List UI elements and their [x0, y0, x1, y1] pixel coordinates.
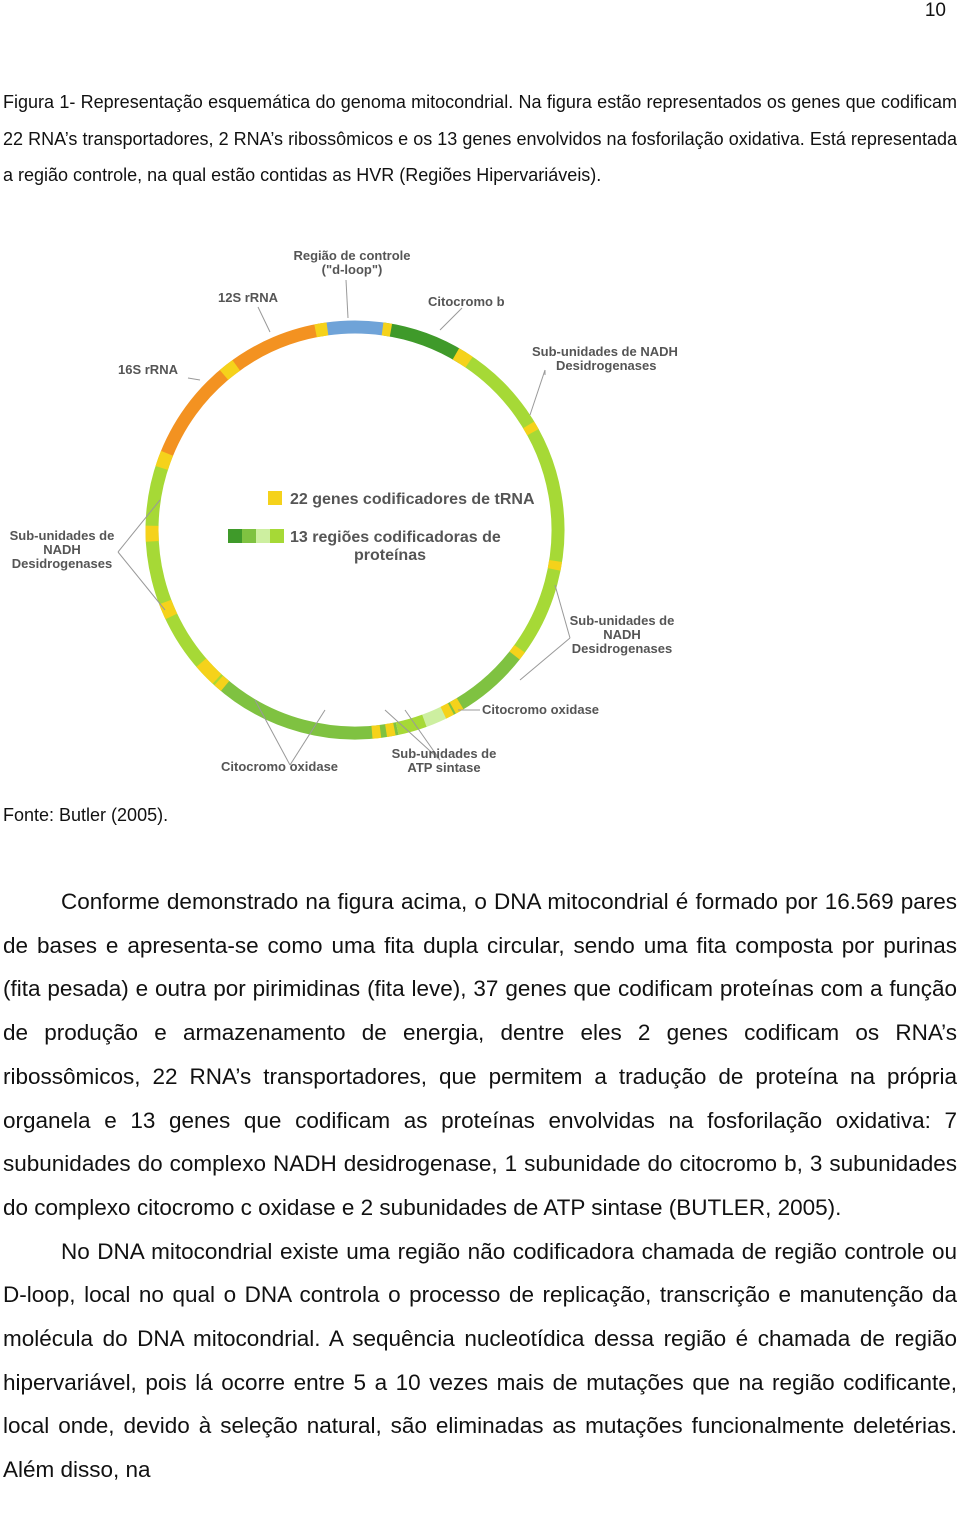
- ring-trna-gene-21: [164, 453, 167, 461]
- ring-trna-gene-12: [219, 680, 225, 686]
- legend-swatch-protein-light: [270, 529, 284, 543]
- label-12s-rrna: 12S rRNA: [218, 290, 278, 305]
- ring-trna-gene-24: [319, 329, 327, 330]
- leader-lines: [118, 280, 570, 765]
- label-cytochrome-oxidase-left: Citocromo oxidase: [221, 759, 339, 774]
- label-control-region-line2: ("d-loop"): [321, 262, 383, 277]
- label-atp-line1: Sub-unidades de: [391, 746, 497, 761]
- figure-caption: Figura 1- Representação esquemática do genoma mitocondrial. Na figura estão representados os genes que codificam 22 RNA’s transportadores, 2 RNA’s ribossômicos e os 13 genes envolvidos na fosforilação oxidativa. Está representada a região controle, na qual estão contidas as HVR (Regiões Hipervariáveis).: [3, 92, 957, 185]
- label-nadh-top-line1: Sub-unidades de NADH: [532, 344, 678, 359]
- paragraph-1: Conforme demonstrado na figura acima, o DNA mitocondrial é formado por 16.569 pares de bases e apresenta-se como uma fita dupla circular, sendo uma fita composta por purinas (fita pesada) e outra por pirimidinas (fita leve), 37 genes que codificam proteínas com a função de produção e armazenamento de energia, dentre eles 2 genes codificam os RNA’s ribossômicos, 22 RNA’s transportadores, que permitem a tradução de proteína na própria organela e 13 genes que codificam as proteínas envolvidas na fosforilação oxidativa: 7 subunidades do complexo NADH desidrogenase, 1 subunidade do citocromo b, 3 subunidades do complexo citocromo c oxidase e 2 subunidades de ATP sintase (BUTLER, 2005).: [3, 889, 957, 1220]
- ring-trna-gene-11: [372, 731, 380, 732]
- ring-trna-gene-10: [386, 729, 394, 730]
- label-nadh-right-line3: Desidrogenases: [571, 641, 673, 656]
- figure-legend: [228, 491, 535, 564]
- ring-segment-cytochrome-b: [383, 329, 462, 358]
- legend-swatch-protein-dark: [228, 529, 242, 543]
- ring-segment-12s-rrna: [230, 329, 327, 370]
- ring-trna-gene-15: [201, 663, 207, 669]
- paragraph-2: No DNA mitocondrial existe uma região não codificadora chamada de região controle ou D-loop, local no qual o DNA controla o processo de replicação, transcrição e manutenção da molécula do DNA mitocondrial. A sequência nucleotídica dessa região é chamada de região hipervariável, pois lá ocorre entre 5 a 10 vezes mais de mutações que na região codificante, local onde, devido à seleção natural, são eliminadas as mutações funcionalmente deletérias. Além disso, na: [3, 1238, 957, 1483]
- label-nadh-right-line1: Sub-unidades de: [569, 613, 675, 628]
- label-16s-rrna: 16S rRNA: [118, 362, 178, 377]
- ring-segment-16s-rrna: [164, 370, 230, 461]
- label-cytochrome-b: Citocromo b: [428, 294, 505, 309]
- label-atp-line2: ATP sintase: [407, 760, 481, 775]
- ring-trna-gene-17: [165, 602, 168, 610]
- legend-swatch-trna: [268, 491, 282, 505]
- ring-segment-cytochrome-oxidase-left: [219, 681, 397, 733]
- label-nadh-left-line1: Sub-unidades de: [9, 528, 115, 543]
- ring-segment-control-region: [327, 327, 384, 329]
- ring-trna-gene-8: [453, 704, 460, 708]
- label-nadh-right-line2: NADH: [603, 627, 641, 642]
- label-cytochrome-oxidase-right: Citocromo oxidase: [482, 702, 600, 717]
- label-nadh-left-line2: NADH: [43, 542, 81, 557]
- ring-trna-gene-4: [462, 357, 469, 362]
- ring-trna-gene-6: [554, 561, 555, 569]
- ring-trna-gene-5: [529, 425, 533, 432]
- ring-trna-gene-23: [229, 365, 236, 370]
- ring-segment-nadh-left: [152, 461, 219, 681]
- label-nadh-top-line2: Desidrogenases: [556, 358, 657, 373]
- genome-diagram: [0, 240, 960, 790]
- figure-source: Fonte: Butler (2005).: [3, 805, 169, 825]
- ring-trna-gene-2: [383, 329, 391, 330]
- legend-protein-label-line1: 13 regiões codificadoras de: [290, 529, 501, 546]
- legend-swatch-protein-mid: [242, 529, 256, 543]
- page-number: 10: [924, 0, 946, 21]
- mitochondrial-genome-figure: [0, 240, 960, 790]
- label-nadh-left-line3: Desidrogenases: [11, 556, 113, 571]
- ring-trna-gene-9: [443, 709, 451, 713]
- legend-trna-label: 22 genes codificadores de tRNA: [290, 491, 535, 508]
- legend-swatch-protein-pale: [256, 529, 270, 543]
- ring-trna-gene-7: [515, 649, 520, 656]
- body-text: [3, 880, 957, 1492]
- legend-protein-label-line2: proteínas: [353, 547, 427, 564]
- label-control-region-line1: Região de controle: [293, 248, 411, 263]
